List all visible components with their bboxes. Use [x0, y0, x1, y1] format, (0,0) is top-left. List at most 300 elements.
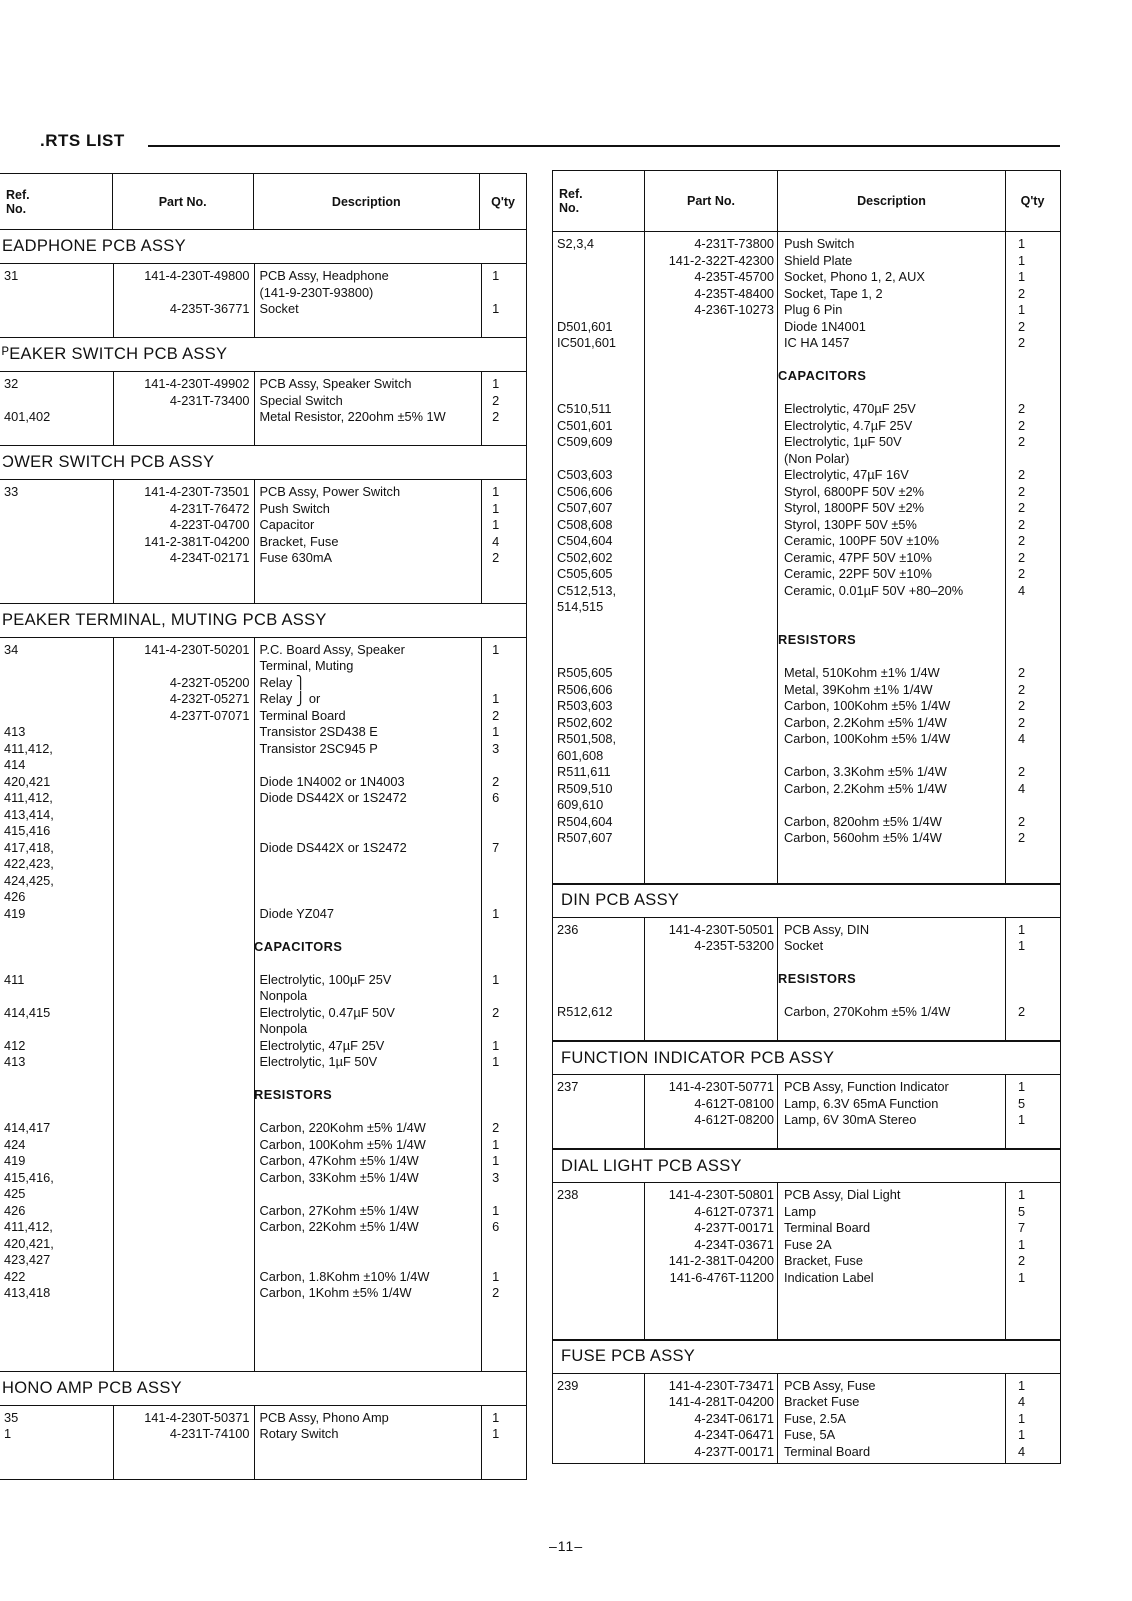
- spacer: [553, 955, 1060, 972]
- description-cell: Ceramic, 100PF 50V ±10%: [784, 533, 939, 548]
- ref-cell: [553, 1394, 645, 1411]
- section-title: ᴾEAKER SWITCH PCB ASSY: [0, 338, 527, 372]
- quantity-cell: [1006, 599, 1059, 616]
- quantity-cell: 2: [1018, 417, 1026, 433]
- ref-cell: C512,513,: [557, 582, 617, 598]
- description-cell: Fuse 2A: [784, 1236, 832, 1252]
- table-row: [0, 790, 526, 807]
- part-number-cell: 4-237T-07071: [169, 707, 250, 723]
- quantity-cell: 2: [1018, 764, 1026, 779]
- table-row: [0, 1219, 526, 1236]
- table-row: [553, 797, 1060, 814]
- part-number-cell: 4-231T-73400: [169, 392, 250, 408]
- table-header: [0, 173, 527, 230]
- part-number-cell: [113, 1236, 254, 1253]
- ref-cell: [0, 1021, 113, 1038]
- quantity-cell: 6: [492, 790, 500, 805]
- part-number-cell: 4-612T-07371: [694, 1203, 774, 1219]
- ref-header: Ref. No.: [0, 174, 113, 229]
- description-cell: Carbon, 1.8Kohm ±10% 1/4W: [259, 1268, 430, 1284]
- ref-cell: 426: [4, 1202, 26, 1218]
- table-row: [553, 1187, 1060, 1204]
- quantity-cell: 2: [1018, 549, 1026, 565]
- quantity-cell: 1: [492, 691, 500, 706]
- table-row: [553, 1411, 1060, 1428]
- table-row: [0, 741, 526, 758]
- quantity-cell: [480, 1186, 526, 1203]
- column-divider: [254, 264, 255, 337]
- part-number-cell: [645, 781, 778, 798]
- quantity-cell: 1: [1018, 1112, 1026, 1127]
- part-number-cell: [645, 764, 778, 781]
- quantity-cell: [480, 658, 526, 675]
- table-row: [553, 830, 1060, 847]
- spacer: [553, 971, 778, 988]
- column-divider: [644, 1183, 645, 1339]
- part-number-cell: 141-4-230T-50801: [668, 1187, 774, 1202]
- table-row: [0, 501, 526, 518]
- table-row: [0, 409, 526, 426]
- ref-cell: IC501,601: [557, 335, 617, 350]
- subheading-row: [553, 971, 1060, 988]
- ref-cell: R502,602: [557, 714, 613, 730]
- ref-cell: [0, 708, 113, 725]
- table-row: [0, 906, 526, 923]
- quantity-cell: 1: [492, 484, 500, 499]
- ref-cell: 411,412,: [4, 790, 53, 805]
- ref-cell: 423,427: [4, 1252, 51, 1267]
- ref-cell: 411: [4, 971, 25, 987]
- subheading: RESISTORS: [778, 971, 857, 986]
- table-row: [553, 698, 1060, 715]
- ref-cell: R506,606: [557, 681, 613, 697]
- section-title: HONO AMP PCB ASSY: [0, 1372, 527, 1406]
- table-row: [553, 1378, 1060, 1395]
- part-number-cell: [113, 840, 254, 857]
- part-number-cell: [645, 335, 778, 352]
- section-title: ƆWER SWITCH PCB ASSY: [0, 446, 527, 480]
- ref-cell: [553, 1237, 645, 1254]
- qty-header: Q'ty: [491, 194, 515, 209]
- description-cell: Terminal, Muting: [259, 658, 354, 673]
- ref-cell: 417,418,: [4, 839, 54, 855]
- quantity-cell: 2: [1018, 516, 1026, 532]
- quantity-cell: [1006, 748, 1059, 765]
- quantity-cell: 1: [492, 905, 500, 921]
- part-number-cell: [113, 1186, 254, 1203]
- quantity-cell: 2: [1018, 500, 1026, 515]
- column-divider: [1005, 1075, 1006, 1148]
- column-divider: [644, 918, 645, 1041]
- quantity-cell: 4: [1018, 1394, 1026, 1409]
- ref-cell: 609,610: [557, 797, 604, 812]
- part-number-cell: [113, 741, 254, 758]
- part-number-cell: [645, 1004, 778, 1021]
- table-row: [553, 302, 1060, 319]
- description-cell: Nonpola: [259, 1021, 308, 1036]
- table-row: [553, 500, 1060, 517]
- table-row: [553, 517, 1060, 534]
- part-number-cell: [645, 319, 778, 336]
- description-cell: Plug 6 Pin: [784, 302, 843, 317]
- quantity-cell: 2: [1018, 681, 1026, 697]
- quantity-cell: 3: [492, 1169, 500, 1185]
- quantity-cell: 2: [1018, 335, 1026, 350]
- part-number-cell: [113, 1153, 254, 1170]
- quantity-cell: 2: [1018, 813, 1026, 829]
- part-number-cell: [113, 1252, 254, 1269]
- part-number-cell: [113, 988, 254, 1005]
- table-row: [0, 889, 526, 906]
- description-cell: [778, 748, 1006, 765]
- table-row: [0, 856, 526, 873]
- part-number-cell: [113, 1038, 254, 1055]
- description-cell: Electrolytic, 47µF 25V: [259, 1037, 385, 1053]
- part-number-cell: 141-2-381T-04200: [144, 533, 250, 549]
- quantity-cell: 2: [492, 1004, 500, 1020]
- description-cell: Electrolytic, 47µF 16V: [784, 467, 909, 482]
- quantity-cell: [480, 1252, 526, 1269]
- quantity-cell: 2: [492, 773, 500, 789]
- ref-cell: [553, 938, 645, 955]
- ref-cell: 514,515: [557, 599, 604, 614]
- part-number-cell: 4-612T-08200: [694, 1112, 774, 1127]
- table-row: [553, 451, 1060, 468]
- description-cell: Carbon, 22Kohm ±5% 1/4W: [259, 1219, 419, 1234]
- table-row: [553, 1096, 1060, 1113]
- table-row: [553, 938, 1060, 955]
- part-number-cell: [113, 658, 254, 675]
- part-number-cell: [645, 731, 778, 748]
- table-row: [553, 1204, 1060, 1221]
- part-number-cell: 4-234T-06471: [694, 1427, 774, 1442]
- quantity-cell: 2: [1018, 533, 1026, 548]
- description-cell: Transistor 2SD438 E: [259, 724, 378, 739]
- ref-cell: C504,604: [557, 533, 613, 548]
- table-row: [0, 807, 526, 824]
- ref-cell: 32: [4, 376, 19, 391]
- part-number-cell: 141-4-230T-73471: [668, 1377, 774, 1393]
- quantity-cell: 1: [492, 724, 500, 739]
- part-number-cell: 4-612T-08100: [694, 1095, 774, 1111]
- table-row: [0, 724, 526, 741]
- part-number-cell: [645, 682, 778, 699]
- column-divider: [644, 1075, 645, 1148]
- quantity-cell: [1006, 451, 1059, 468]
- ref-header: Ref. No.: [553, 171, 645, 231]
- description-cell: Bracket, Fuse: [259, 533, 339, 549]
- description-cell: Metal, 510Kohm ±1% 1/4W: [784, 665, 940, 680]
- ref-cell: [553, 1253, 645, 1270]
- ref-cell: 31: [4, 268, 19, 283]
- ref-cell: C508,608: [557, 516, 613, 532]
- quantity-cell: [480, 1021, 526, 1038]
- table-row: [553, 484, 1060, 501]
- part-number-cell: 4-235T-45700: [694, 269, 774, 284]
- quantity-cell: 6: [492, 1219, 500, 1234]
- ref-cell: 239: [557, 1377, 579, 1393]
- description-cell: Shield Plate: [784, 252, 853, 268]
- quantity-cell: 1: [1018, 1079, 1026, 1094]
- quantity-cell: [480, 285, 526, 302]
- column-divider: [777, 1183, 778, 1339]
- part-number-cell: 141-2-322T-42300: [668, 252, 774, 268]
- section-function-indicator: [552, 1075, 1061, 1149]
- quantity-cell: 1: [1018, 921, 1026, 937]
- quantity-cell: [480, 873, 526, 890]
- table-row: [553, 550, 1060, 567]
- table-row: [0, 1038, 526, 1055]
- part-number-cell: [113, 285, 254, 302]
- description-cell: Rotary Switch: [259, 1426, 339, 1441]
- part-number-cell: 4-223T-04700: [169, 517, 250, 532]
- description-cell: Socket: [784, 938, 824, 953]
- description-cell: Electrolytic, 1µF 50V: [259, 1054, 378, 1069]
- part-header: Part No.: [113, 174, 254, 229]
- part-number-cell: [113, 1137, 254, 1154]
- table-row: [0, 1021, 526, 1038]
- part-number-cell: 141-2-381T-04200: [668, 1253, 774, 1268]
- part-number-cell: [645, 748, 778, 765]
- description-cell: PCB Assy, Headphone: [259, 268, 389, 283]
- ref-cell: 413,418: [4, 1285, 51, 1300]
- description-cell: PCB Assy, Phono Amp: [259, 1409, 389, 1425]
- table-row: [553, 533, 1060, 550]
- part-number-cell: 141-4-230T-50201: [144, 641, 250, 657]
- description-cell: Electrolytic, 4.7µF 25V: [784, 417, 913, 433]
- column-divider: [113, 372, 114, 445]
- part-number-cell: [113, 889, 254, 906]
- spacer: [553, 616, 1060, 633]
- part-number-cell: [645, 418, 778, 435]
- ref-cell: C505,605: [557, 566, 613, 581]
- table-row: [553, 583, 1060, 600]
- subheading-row: [0, 1087, 526, 1104]
- quantity-cell: 2: [1018, 698, 1026, 713]
- ref-cell: 420,421,: [4, 1235, 54, 1251]
- subheading: CAPACITORS: [778, 368, 867, 383]
- ref-cell: [553, 269, 645, 286]
- subheading: RESISTORS: [778, 632, 857, 647]
- table-row: [0, 658, 526, 675]
- table-row: [553, 1394, 1060, 1411]
- part-number-cell: 4-237T-00171: [694, 1443, 774, 1459]
- quantity-cell: 1: [1018, 302, 1026, 317]
- quantity-cell: 1: [492, 301, 500, 316]
- table-row: [553, 1004, 1060, 1021]
- quantity-cell: [480, 856, 526, 873]
- description-cell: Lamp, 6.3V 65mA Function: [784, 1095, 939, 1111]
- description-cell: Capacitor: [259, 517, 315, 532]
- ref-cell: R512,612: [557, 1004, 613, 1019]
- table-row: [0, 301, 526, 318]
- part-number-cell: 141-4-230T-49902: [144, 376, 250, 391]
- section-power-switch: [0, 480, 527, 604]
- description-cell: Ceramic, 22PF 50V ±10%: [784, 566, 932, 581]
- table-row: [553, 814, 1060, 831]
- column-divider: [481, 638, 482, 1371]
- part-number-cell: 4-235T-48400: [694, 285, 774, 301]
- table-header: [552, 170, 1061, 232]
- spacer: [553, 368, 778, 385]
- ref-cell: 414,415: [4, 1004, 51, 1020]
- part-number-cell: [645, 665, 778, 682]
- table-row: [553, 1444, 1060, 1461]
- description-cell: Fuse, 5A: [784, 1427, 836, 1442]
- column-divider: [777, 1374, 778, 1464]
- table-row: [553, 731, 1060, 748]
- right-column: [552, 170, 1061, 1464]
- description-cell: Diode 1N4001: [784, 318, 866, 334]
- part-number-cell: [113, 856, 254, 873]
- description-cell: Metal, 39Kohm ±1% 1/4W: [784, 681, 933, 697]
- ref-cell: [0, 988, 113, 1005]
- quantity-cell: 4: [1018, 780, 1026, 796]
- description-cell: PCB Assy, Dial Light: [784, 1187, 901, 1202]
- ref-cell: C501,601: [557, 417, 613, 433]
- table-row: [553, 1079, 1060, 1096]
- quantity-cell: 1: [492, 517, 500, 532]
- table-row: [0, 550, 526, 567]
- part-number-cell: [645, 550, 778, 567]
- description-cell: Diode 1N4002 or 1N4003: [259, 773, 405, 789]
- description-cell: Styrol, 1800PF 50V ±2%: [784, 500, 925, 515]
- description-cell: Electrolytic, 100µF 25V: [259, 971, 392, 987]
- ref-cell: [553, 1220, 645, 1237]
- part-number-cell: [113, 790, 254, 807]
- description-cell: Ceramic, 0.01µF 50V +80–20%: [784, 582, 964, 598]
- table-row: [553, 665, 1060, 682]
- ref-cell: [0, 534, 113, 551]
- ref-cell: 35: [4, 1409, 19, 1425]
- part-number-cell: 4-236T-10273: [694, 302, 774, 317]
- ref-cell: R504,604: [557, 813, 613, 829]
- part-number-cell: 4-234T-03671: [694, 1236, 774, 1252]
- subheading-row: [0, 939, 526, 956]
- ref-cell: 422,423,: [4, 856, 54, 871]
- table-row: [0, 757, 526, 774]
- spacer: [553, 632, 778, 649]
- subheading: RESISTORS: [254, 1087, 333, 1102]
- subheading-row: [553, 368, 1060, 385]
- description-cell: PCB Assy, Power Switch: [259, 484, 401, 499]
- quantity-cell: 7: [492, 839, 500, 855]
- description-cell: Electrolytic, 0.47µF 50V: [259, 1004, 395, 1020]
- table-row: [0, 691, 526, 708]
- table-row: [0, 840, 526, 857]
- quantity-cell: [480, 675, 526, 692]
- description-cell: [254, 873, 481, 890]
- description-cell: [778, 797, 1006, 814]
- table-row: [553, 401, 1060, 418]
- part-number-cell: [645, 715, 778, 732]
- description-cell: Carbon, 270Kohm ±5% 1/4W: [784, 1004, 951, 1019]
- quantity-cell: [1006, 797, 1059, 814]
- quantity-cell: 2: [1018, 401, 1026, 416]
- part-number-cell: 4-237T-00171: [694, 1220, 774, 1235]
- column-divider: [644, 1374, 645, 1464]
- quantity-cell: 1: [1018, 252, 1026, 268]
- description-cell: Terminal Board: [259, 707, 346, 723]
- table-row: [553, 269, 1060, 286]
- part-number-cell: [645, 434, 778, 451]
- table-row: [553, 1253, 1060, 1270]
- table-row: [0, 675, 526, 692]
- part-number-cell: [113, 873, 254, 890]
- table-row: [553, 286, 1060, 303]
- quantity-cell: 2: [1018, 566, 1026, 581]
- spacer: [0, 955, 526, 972]
- ref-cell: [553, 1444, 645, 1461]
- ref-cell: 426: [4, 889, 26, 904]
- quantity-cell: [480, 823, 526, 840]
- part-number-cell: 4-234T-02171: [169, 550, 250, 565]
- quantity-cell: 2: [492, 1120, 500, 1135]
- subheading-row: [553, 632, 1060, 649]
- description-cell: (Non Polar): [784, 450, 850, 466]
- description-cell: PCB Assy, DIN: [784, 921, 870, 937]
- ref-cell: [0, 301, 113, 318]
- table-row: [553, 764, 1060, 781]
- table-row: [0, 1137, 526, 1154]
- quantity-cell: 2: [1018, 434, 1026, 449]
- quantity-cell: 2: [1018, 714, 1026, 730]
- table-row: [0, 1153, 526, 1170]
- spacer: [0, 1104, 526, 1121]
- ref-cell: C509,609: [557, 434, 613, 449]
- table-row: [553, 682, 1060, 699]
- quantity-cell: 1: [1018, 1187, 1026, 1202]
- ref-cell: [0, 393, 113, 410]
- desc-header: Description: [254, 174, 481, 229]
- table-row: [553, 1270, 1060, 1287]
- quantity-cell: 3: [492, 740, 500, 756]
- quantity-cell: 1: [1018, 938, 1026, 953]
- ref-cell: [0, 550, 113, 567]
- ref-cell: 420,421: [4, 773, 51, 789]
- part-number-cell: [113, 1021, 254, 1038]
- table-row: [553, 319, 1060, 336]
- part-number-cell: [113, 1054, 254, 1071]
- table-row: [0, 285, 526, 302]
- quantity-cell: 2: [1018, 318, 1026, 334]
- section-dial-light: [552, 1183, 1061, 1340]
- description-cell: Diode DS442X or 1S2472: [259, 839, 407, 855]
- ref-cell: 425: [4, 1186, 26, 1201]
- description-cell: Lamp, 6V 30mA Stereo: [784, 1112, 917, 1127]
- description-cell: Carbon, 100Kohm ±5% 1/4W: [784, 731, 951, 746]
- quantity-cell: 2: [492, 1285, 500, 1300]
- quantity-cell: 2: [1018, 285, 1026, 301]
- part-number-cell: [645, 599, 778, 616]
- table-row: [0, 1170, 526, 1187]
- part-number-cell: [645, 467, 778, 484]
- spacer: [0, 1071, 526, 1088]
- description-cell: PCB Assy, Function Indicator: [784, 1079, 949, 1094]
- column-divider: [481, 480, 482, 603]
- ref-cell: [553, 1096, 645, 1113]
- quantity-cell: [480, 1236, 526, 1253]
- part-number-cell: 141-4-230T-50371: [144, 1409, 250, 1425]
- description-cell: Carbon, 27Kohm ±5% 1/4W: [259, 1202, 419, 1218]
- description-cell: Indication Label: [784, 1269, 874, 1285]
- section-speaker-switch: [0, 372, 527, 446]
- table-row: [553, 434, 1060, 451]
- part-number-cell: [645, 830, 778, 847]
- ref-cell: [0, 517, 113, 534]
- ref-cell: 401,402: [4, 409, 51, 424]
- quantity-cell: 2: [1018, 830, 1026, 845]
